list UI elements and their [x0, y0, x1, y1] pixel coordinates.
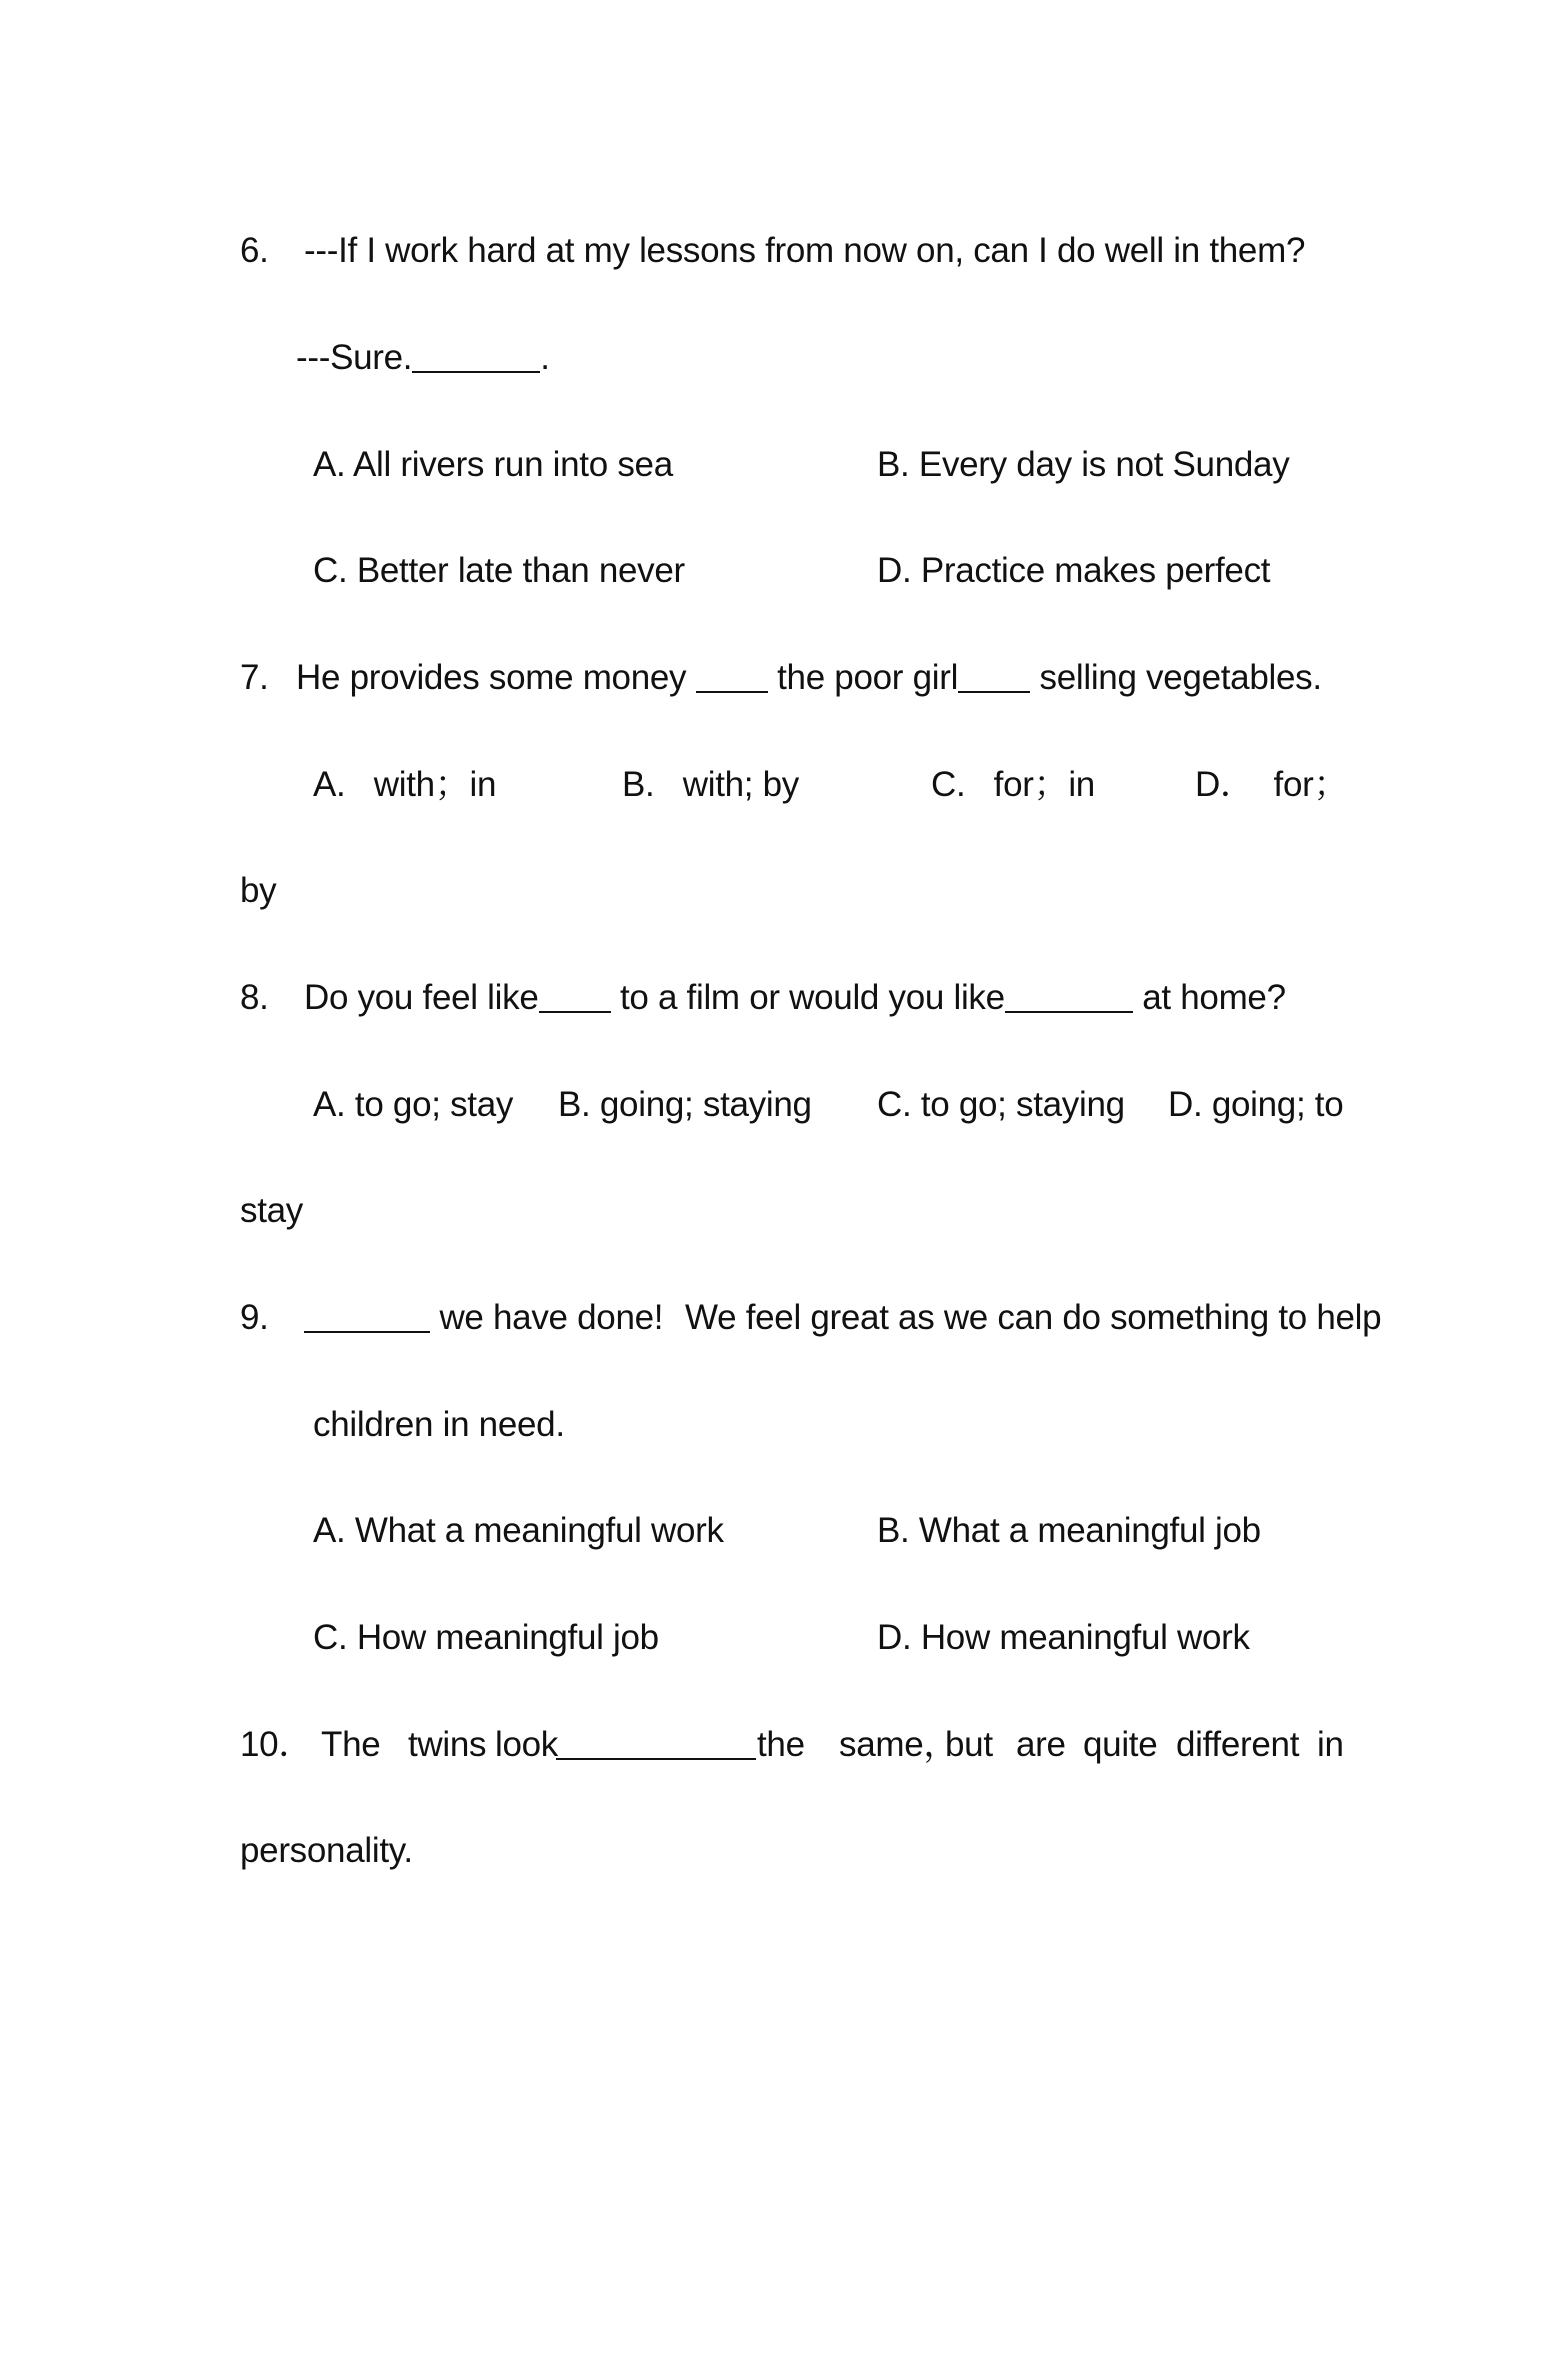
question-8-option-c: C. to go; staying [877, 1085, 1125, 1124]
question-6-option-d: D. Practice makes perfect [877, 551, 1271, 590]
question-6-stem-line [0, 226, 1306, 276]
question-8-option-d: D. going; to [1168, 1085, 1344, 1124]
question-7-options-row [0, 760, 1349, 810]
question-10-blank [556, 1720, 756, 1770]
question-8-stem-part-3: at home? [1142, 978, 1286, 1017]
question-10-stem-line [0, 1720, 1344, 1770]
question-6-options-row-2 [0, 546, 1271, 596]
question-7-option-b: B. with; by [622, 765, 799, 804]
question-8-number: 8. [240, 978, 269, 1017]
question-10-word: quite [1083, 1725, 1158, 1764]
question-6-option-c: C. Better late than never [313, 551, 685, 590]
question-6-reply-suffix: . [540, 338, 550, 377]
question-9-options-row-2 [0, 1613, 1250, 1663]
question-9-option-c: C. How meaningful job [313, 1618, 659, 1657]
question-10-word: look [495, 1725, 559, 1764]
question-7-stem [296, 653, 1322, 703]
question-7-option-d-wrap: by [240, 871, 277, 910]
question-9-stem-part-1: we have done! [439, 1298, 664, 1337]
question-10-word: the [757, 1725, 805, 1764]
answer-blank [696, 657, 768, 693]
answer-blank [1005, 977, 1133, 1013]
question-10-word: The [321, 1725, 381, 1764]
answer-blank [958, 657, 1030, 693]
answer-blank [556, 1724, 756, 1760]
question-6-option-a: A. All rivers run into sea [313, 445, 673, 484]
question-9-option-d: D. How meaningful work [877, 1618, 1250, 1657]
question-9-options-row-1 [0, 1506, 1261, 1556]
question-9-stem-continuation: children in need. [313, 1405, 565, 1444]
question-9-stem-line [0, 1293, 1382, 1343]
question-8-stem-part-2: to a film or would you like [619, 978, 1005, 1017]
answer-blank [304, 1297, 430, 1333]
question-6-reply [296, 333, 550, 383]
question-8-options-row [0, 1080, 1344, 1130]
question-6-reply-prefix: ---Sure. [296, 338, 413, 377]
question-7-stem-part-2: the poor girl [777, 658, 959, 697]
question-10-word: different [1176, 1725, 1300, 1764]
question-10-stem-continuation: personality. [240, 1831, 413, 1870]
question-10-number: 10． [240, 1725, 314, 1764]
question-7-stem-line [0, 653, 1322, 703]
question-7-option-a: A. with；in [313, 765, 497, 804]
question-7-stem-part-1: He provides some money [296, 658, 687, 697]
question-10-word: twins [408, 1725, 487, 1764]
answer-blank [539, 977, 611, 1013]
question-7-option-d: D． for； [1195, 765, 1349, 804]
question-8-stem-part-1: Do you feel like [304, 978, 539, 1017]
question-10-word: but [945, 1725, 993, 1764]
question-8-stem [304, 973, 1286, 1023]
question-10-word: same， [839, 1725, 959, 1764]
question-9-option-a: A. What a meaningful work [313, 1511, 724, 1550]
question-9-stem-part-2: We feel great as we can do something to help [685, 1298, 1382, 1337]
question-8-option-a: A. to go; stay [313, 1085, 514, 1124]
answer-blank [412, 337, 540, 373]
question-8-stem-line [0, 973, 1286, 1023]
question-6-options-row-1 [0, 440, 1290, 490]
question-10-word: in [1317, 1725, 1344, 1764]
question-8-option-d-wrap: stay [240, 1191, 303, 1230]
question-9-stem-line-2 [0, 1400, 565, 1450]
question-6-stem: ---If I work hard at my lessons from now on, can I do well in them? [304, 231, 1306, 270]
question-6-option-b: B. Every day is not Sunday [877, 445, 1290, 484]
question-9-stem [304, 1293, 663, 1343]
question-7-option-c: C. for；in [931, 765, 1095, 804]
question-9-option-b: B. What a meaningful job [877, 1511, 1261, 1550]
question-10-stem-line-2 [0, 1826, 413, 1876]
question-7-stem-part-3: selling vegetables. [1039, 658, 1322, 697]
question-8-options-wrap [0, 1186, 303, 1236]
question-7-options-wrap [0, 866, 277, 916]
question-6-number: 6. [240, 231, 269, 270]
question-7-number: 7. [240, 658, 269, 697]
question-10-word: are [1016, 1725, 1066, 1764]
question-8-option-b: B. going; staying [558, 1085, 812, 1124]
question-9-number: 9. [240, 1298, 269, 1337]
question-6-reply-line [0, 333, 550, 383]
